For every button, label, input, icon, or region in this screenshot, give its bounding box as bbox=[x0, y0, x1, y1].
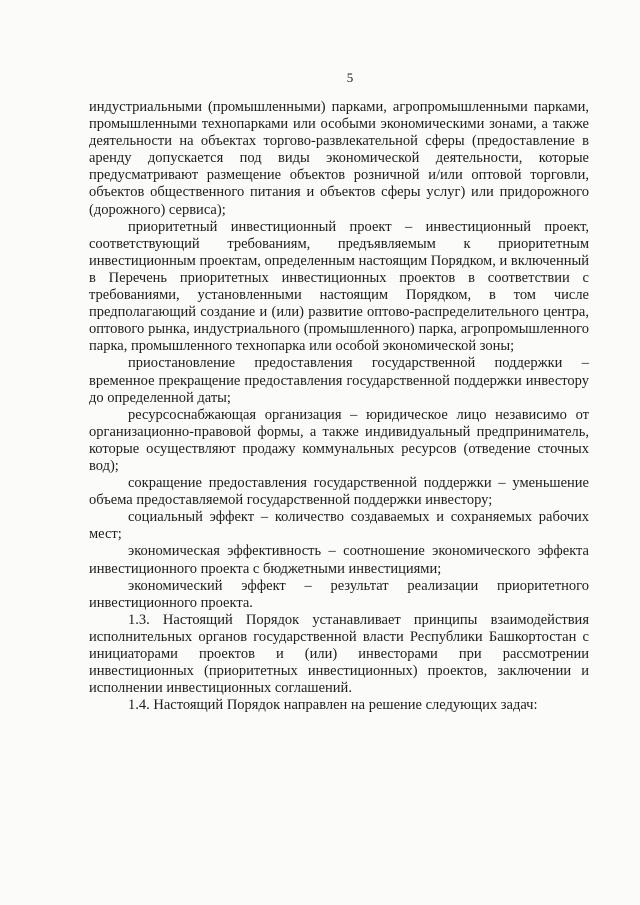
paragraph-social-effect-definition: социальный эффект – количество создаваемых и сохраняемых рабочих мест; bbox=[89, 509, 589, 543]
paragraph-suspension-definition: приостановление предоставления государственной поддержки – временное прекращение предоставления государственной поддержки инвестору до определенной даты; bbox=[89, 355, 589, 406]
paragraph-zones-continuation: индустриальными (промышленными) парками, агропромышленными парками, промышленными технопарками или особыми экономическими зонами, а также деятельности на объектах торгово-развлекательной сферы (предоставление в аренду допускается под виды экономической деятельности, которые предусматривают размещение объектов розничной и/или оптовой торговли, объектов общественного питания и объектов сферы услуг) или придорожного (дорожного) сервиса); bbox=[89, 99, 589, 218]
page-number: 5 bbox=[346, 70, 354, 85]
paragraph-economic-efficiency-definition: экономическая эффективность – соотношение экономического эффекта инвестиционного проекта с бюджетными инвестициями; bbox=[89, 543, 589, 577]
paragraph-section-1-3: 1.3. Настоящий Порядок устанавливает принципы взаимодействия исполнительных органов государственной власти Республики Башкортостан с инициаторами проектов и (или) инвесторами при рассмотрении инвестиционных (приоритетных инвестиционных) проектов, заключении и исполнении инвестиционных соглашений. bbox=[89, 611, 589, 697]
paragraph-resource-organization-definition: ресурсоснабжающая организация – юридическое лицо независимо от организационно-правовой формы, а также индивидуальный предприниматель, которые осуществляют продажу коммунальных ресурсов (отведение сточных вод); bbox=[89, 406, 589, 474]
paragraph-section-1-4: 1.4. Настоящий Порядок направлен на решение следующих задач: bbox=[128, 697, 538, 714]
document-body bbox=[89, 99, 589, 714]
paragraph-reduction-definition: сокращение предоставления государственной поддержки – уменьшение объема предоставляемой государственной поддержки инвестору; bbox=[89, 475, 589, 509]
paragraph-economic-effect-definition: экономический эффект – результат реализации приоритетного инвестиционного проекта. bbox=[89, 577, 589, 611]
paragraph-priority-project-definition: приоритетный инвестиционный проект – инвестиционный проект, соответствующий требованиям, предъявляемым к приоритетным инвестиционным проектам, определенным настоящим Порядком, и включенный в Перечень приоритетных инвестиционных проектов в соответствии с требованиями, установленными настоящим Порядком, в том числе предполагающий создание и (или) развитие оптово-распределительного центра, оптового рынка, индустриального (промышленного) парка, агропромышленного парка, промышленного технопарка или особой экономической зоны; bbox=[89, 218, 590, 355]
